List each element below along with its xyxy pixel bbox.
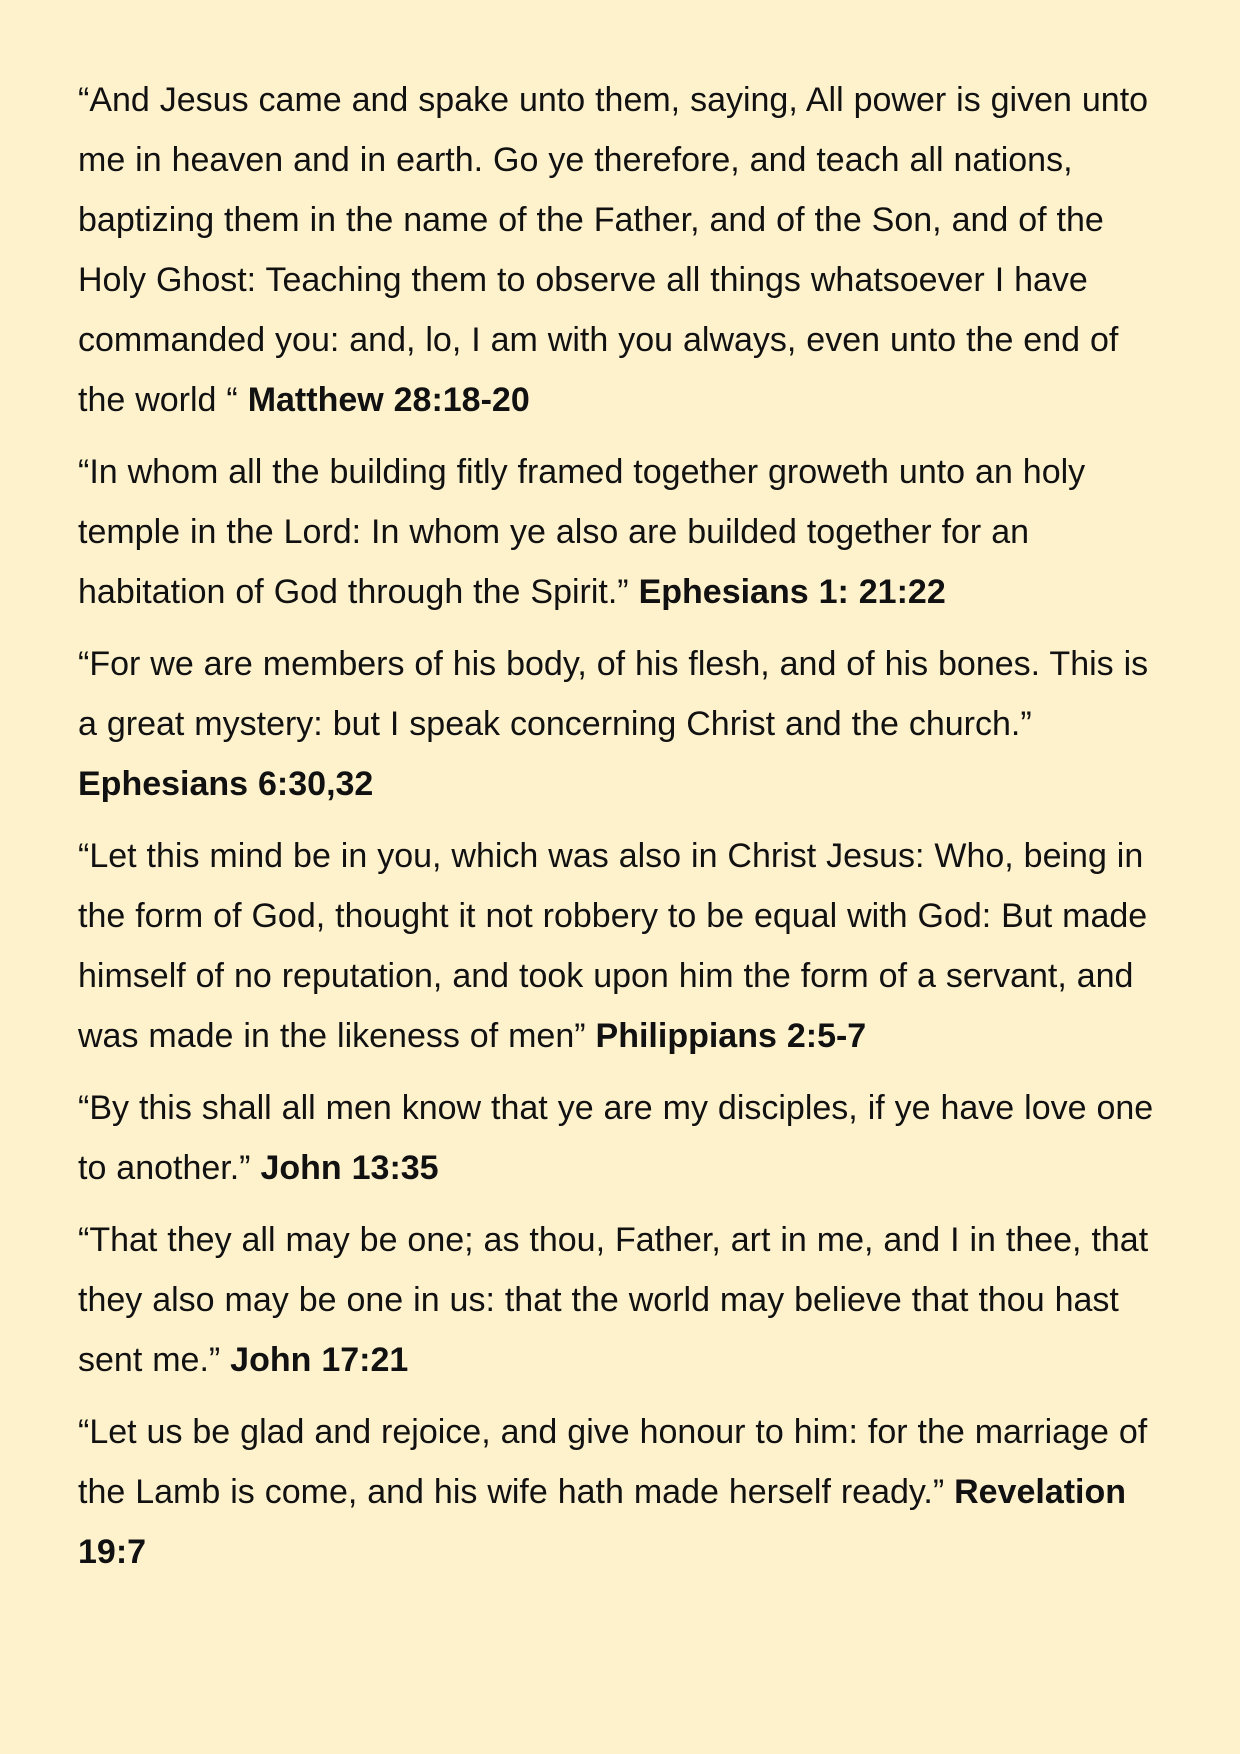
verse-text: “Let this mind be in you, which was also in Christ Jesus: Who, being in the form of God, thought it not robbery to be equal with God: But made himself of no reputation, and took upon him the form of a servant, and was made in the likeness of men”	[78, 837, 1148, 1055]
verse-text: “For we are members of his body, of his flesh, and of his bones. This is a great mystery: but I speak concerning Christ and the church.”	[78, 645, 1149, 743]
verse-ephesians-6	[78, 634, 1172, 814]
verse-philippians	[78, 826, 1172, 1066]
verse-text: “And Jesus came and spake unto them, saying, All power is given unto me in heaven and in earth. Go ye therefore, and teach all nations, baptizing them in the name of the Father, and of the Son, and of the Holy Ghost: Teaching them to observe all things whatsoever I have commanded you: and, lo, I am with you always, even unto the end of the world “	[78, 81, 1149, 419]
verse-reference: Revelation 19:7	[78, 1473, 1127, 1571]
verse-reference: Ephesians 1: 21:22	[638, 573, 946, 611]
verse-reference: Matthew 28:18-20	[247, 381, 530, 419]
verse-reference: Ephesians 6:30,32	[78, 765, 374, 803]
verse-text: “That they all may be one; as thou, Father, art in me, and I in thee, that they also may be one in us: that the world may believe that thou hast sent me.”	[78, 1221, 1149, 1379]
verse-revelation	[78, 1402, 1172, 1582]
verse-reference: Philippians 2:5-7	[595, 1017, 867, 1055]
verse-matthew	[78, 70, 1172, 430]
verse-john-13	[78, 1078, 1172, 1198]
verse-john-17	[78, 1210, 1172, 1390]
verse-reference: John 13:35	[260, 1149, 439, 1187]
verse-text: “By this shall all men know that ye are my disciples, if ye have love one to another.”	[78, 1089, 1154, 1187]
verse-text: “Let us be glad and rejoice, and give honour to him: for the marriage of the Lamb is come, and his wife hath made herself ready.”	[78, 1413, 1148, 1511]
verse-text: “In whom all the building fitly framed together groweth unto an holy temple in the Lord: In whom ye also are builded together for an habitation of God through the Spirit.”	[78, 453, 1086, 611]
verse-reference: John 17:21	[230, 1341, 409, 1379]
verse-ephesians-1	[78, 442, 1172, 622]
